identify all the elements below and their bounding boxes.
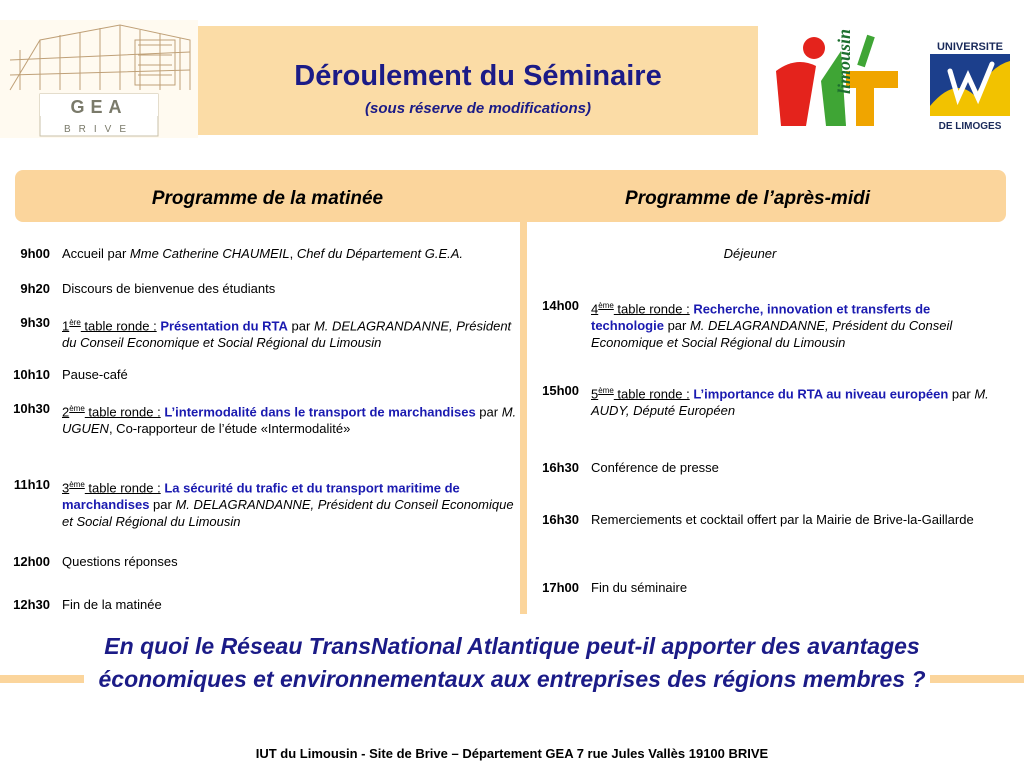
schedule-text-segment: Fin du séminaire [591,580,688,595]
schedule-text-segment: M. AUDY, Député Européen [591,386,989,419]
schedule-text-segment: Fin de la matinée [62,597,162,612]
page-subtitle: (sous réserve de modifications) [365,100,591,117]
schedule-description [62,553,520,570]
schedule-text-segment: Mme Catherine CHAUMEIL [129,246,290,261]
column-divider [520,222,527,614]
schedule-text-segment: 3 [62,480,70,496]
schedule-text-segment: Recherche, innovation et transferts de technologie [591,301,931,334]
schedule-description [62,400,520,437]
schedule-description [591,297,996,351]
university-logo-top-text: UNIVERSITE [936,41,1004,53]
schedule-text-segment: Remerciements et cocktail offert par la Mairie de Brive-la-Gaillarde [591,512,974,527]
schedule-text-segment: Présentation du RTA [160,318,288,334]
seminar-question: En quoi le Réseau TransNational Atlantique peut-il apporter des avantages économiques et environnementaux aux entreprises des régions membres ? [98,633,926,692]
schedule-text-segment: par [475,404,502,420]
schedule-description [62,245,520,262]
universite-limoges-logo [920,26,1020,134]
iut-limousin-logo [766,26,906,136]
schedule-text-segment: 4 [591,301,599,317]
schedule-text-segment: M. DELAGRANDANNE, Président du Conseil Economique et Social Régional du Limousin [591,318,953,351]
schedule-text-segment: L’intermodalité dans le transport de marchandises [164,404,476,420]
schedule-description [591,382,996,419]
schedule-text-segment: par [149,497,176,513]
schedule-text-segment: Questions réponses [62,554,178,569]
schedule-description [62,366,520,383]
schedule-time: 11h10 [13,477,50,492]
brive-logo-text: BRIVE [63,124,135,135]
schedule-text-segment: M. DELAGRANDANNE, Président du Conseil Economique et Social Régional du Limousin [62,318,512,351]
schedule-time: 16h30 [542,460,579,475]
schedule-text-segment: 1 [62,318,70,334]
schedule-description [591,459,996,476]
schedule-time: 9h30 [20,315,50,330]
schedule-text-segment: ème [69,480,85,489]
schedule-text-segment: 5 [591,386,599,402]
schedule-text-segment: Conférence de presse [591,460,719,475]
schedule-text-segment: ère [69,318,81,327]
schedule-time: 14h00 [542,298,579,313]
afternoon-heading: Programme de l’après-midi [625,188,870,209]
schedule-text-segment: , Co-rapporteur de l’étude «Intermodalité» [108,421,351,437]
schedule-text-segment: ème [598,301,614,310]
schedule-time: 17h00 [542,580,579,595]
page-title: Déroulement du Séminaire [294,60,662,92]
schedule-text-segment: table ronde : [613,386,690,402]
schedule-text-segment: 2 [62,404,70,420]
schedule-description [591,511,996,528]
university-logo-bottom-text: DE LIMOGES [938,121,1002,132]
schedule-time: 9h20 [20,281,50,296]
schedule-text-segment: Discours de bienvenue des étudiants [62,281,276,296]
schedule-description [62,596,520,613]
schedule-time: 12h30 [13,597,50,612]
schedule-time: 16h30 [542,512,579,527]
schedule-text-segment: L’importance du RTA au niveau européen [693,386,949,402]
schedule-description [62,476,520,530]
iut-logo-text: limousin [834,28,854,94]
gea-logo-text: GEA [70,97,128,117]
schedule-text-segment: table ronde : [613,301,690,317]
schedule-text-segment: ème [69,404,85,413]
schedule-text-segment: ème [598,386,614,395]
schedule-text-segment: par [663,318,690,334]
schedule-text-segment: table ronde : [80,318,157,334]
schedule-text-segment: table ronde : [84,480,161,496]
schedule-description [62,280,520,297]
schedule-time: 9h00 [20,246,50,261]
schedule-text-segment: , [289,246,297,261]
left-accent-bar [0,675,84,683]
lunch-label: Déjeuner [723,246,777,261]
schedule-description [62,314,520,351]
schedule-text-segment: table ronde : [84,404,161,420]
right-accent-bar [930,675,1024,683]
schedule-text-segment: Chef du Département G.E.A. [296,246,464,261]
gea-brive-logo [0,20,198,138]
schedule-text-segment: M. DELAGRANDANNE, Président du Conseil Economique et Social Régional du Limousin [62,497,514,530]
schedule-time: 10h10 [13,367,50,382]
morning-heading: Programme de la matinée [151,188,384,209]
schedule-text-segment: La sécurité du trafic et du transport maritime de marchandises [62,480,460,513]
schedule-time: 15h00 [542,383,579,398]
schedule-time: 10h30 [13,401,50,416]
schedule-time: 12h00 [13,554,50,569]
schedule-description [591,579,996,596]
schedule-text-segment: Pause-café [62,367,128,382]
schedule-text-segment: par [948,386,975,402]
schedule-text-segment: Accueil par [62,246,130,261]
schedule-text-segment: par [287,318,314,334]
footer-address: IUT du Limousin - Site de Brive – Département GEA 7 rue Jules Vallès 19100 BRIVE [255,746,769,761]
schedule-text-segment: M. UGUEN [62,404,517,437]
